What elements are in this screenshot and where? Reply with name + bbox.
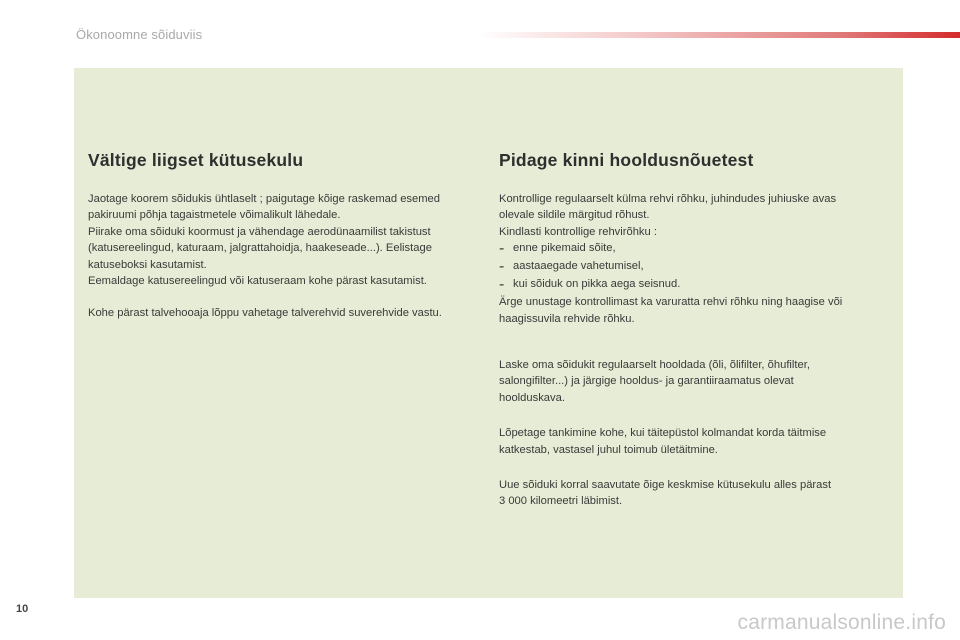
right-paragraph-2: [499, 357, 884, 406]
text-line: (katusereelingud, katuraam, jalgrattahoidja, haakeseade...). Eelistage: [88, 242, 432, 255]
right-paragraph-4: [499, 477, 884, 510]
text-line: Uue sõiduki korral saavutate õige keskmise kütusekulu alles pärast: [499, 479, 832, 492]
bullet-text: aastaaegade vahetumisel,: [513, 260, 644, 273]
watermark-text: carmanualsonline.info: [737, 611, 946, 634]
page-header-title: Ökonoomne sõiduviis: [76, 27, 203, 42]
text-line: Kindlasti kontrollige rehvirõhku :: [499, 225, 657, 238]
list-item: [499, 240, 884, 258]
bullet-dash: -: [499, 240, 505, 258]
right-paragraph-1-end: [499, 294, 884, 327]
bullet-text: enne pikemaid sõite,: [513, 242, 616, 255]
bullet-dash: -: [499, 258, 505, 276]
bullet-dash: -: [499, 276, 505, 294]
text-line: olevale sildile märgitud rõhust.: [499, 209, 650, 222]
text-line: katuseboksi kasutamist.: [88, 258, 207, 271]
text-line: Ärge unustage kontrollimast ka varuratta rehvi rõhku ning haagise või: [499, 296, 843, 309]
text-line: Kontrollige regulaarselt külma rehvi rõhku, juhindudes juhiuske avas: [499, 193, 837, 205]
bullet-text: kui sõiduk on pikka aega seisnud.: [513, 278, 681, 291]
right-column: [499, 150, 884, 510]
page-number: 10: [16, 603, 29, 615]
text-line: haagissuvila rehvide rõhku.: [499, 312, 635, 325]
right-heading: Pidage kinni hooldusnõuetest: [499, 150, 754, 170]
left-paragraph-1: [88, 191, 488, 289]
left-paragraph-2: Kohe pärast talvehooaja lõppu vahetage talverehvid suverehvide vastu.: [88, 307, 442, 320]
header-gradient-bar: [478, 32, 960, 38]
text-line: Eemaldage katusereelingud või katuseraam kohe pärast kasutamist.: [88, 275, 427, 288]
right-paragraph-1: [499, 191, 884, 240]
text-line: salongifilter...) ja järgige hooldus- ja garantiiraamatus olevat: [499, 375, 794, 388]
right-paragraph-3: [499, 425, 884, 458]
text-line: Laske oma sõidukit regulaarselt hooldada (õli, õlifilter, õhufilter,: [499, 359, 810, 372]
text-line: Lõpetage tankimine kohe, kui täitepüstol kolmandat korda täitmise: [499, 427, 827, 440]
text-line: Jaotage koorem sõidukis ühtlaselt ; paigutage kõige raskemad esemed: [88, 193, 440, 205]
left-column: [88, 150, 488, 322]
list-item: [499, 258, 884, 276]
text-line: katkestab, vastasel juhul toimub ületäitmine.: [499, 443, 718, 456]
left-heading: Vältige liigset kütusekulu: [88, 150, 304, 170]
list-item: [499, 276, 884, 294]
text-line: Piirake oma sõiduki koormust ja vähendage aerodünaamilist takistust: [88, 225, 431, 238]
text-line: 3 000 kilomeetri läbimist.: [499, 495, 623, 508]
content-panel: [74, 68, 903, 598]
text-line: hoolduskava.: [499, 391, 565, 404]
text-line: pakiruumi põhja tagaistmetele võimalikult lähedale.: [88, 209, 341, 222]
